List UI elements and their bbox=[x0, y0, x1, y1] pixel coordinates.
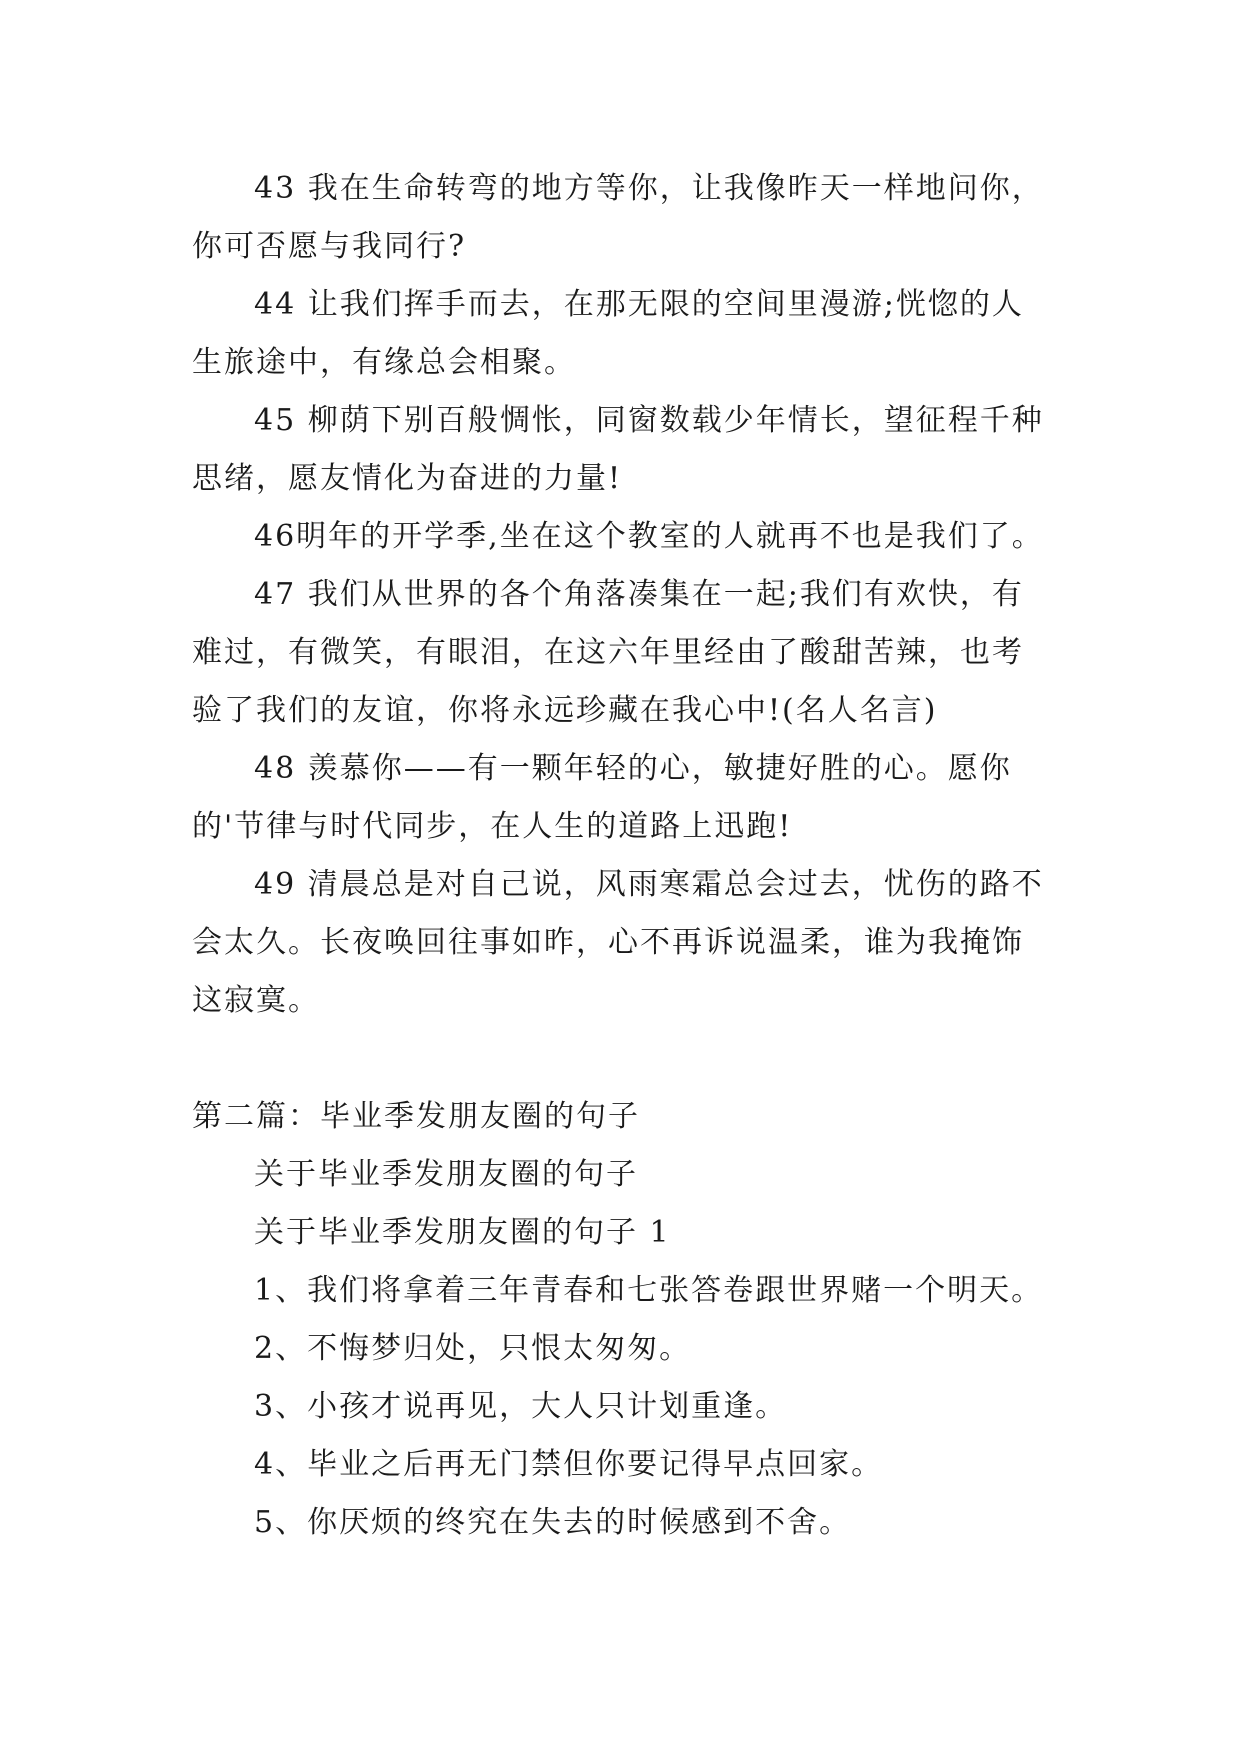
paragraph-49: 49 清晨总是对自己说，风雨寒霜总会过去，忧伤的路不会太久。长夜唤回往事如昨，心不再诉说温柔，谁为我掩饰这寂寞。 bbox=[192, 867, 1044, 1018]
paragraph-47: 47 我们从世界的各个角落凑集在一起;我们有欢快，有难过，有微笑，有眼泪，在这六年里经由了酸甜苦辣，也考验了我们的友谊，你将永远珍藏在我心中!(名人名言) bbox=[192, 577, 1024, 728]
paragraph-48: 48 羡慕你——有一颗年轻的心，敏捷好胜的心。愿你的'节律与时代同步，在人生的道路上迅跑! bbox=[192, 751, 1012, 844]
list-item-2: 2、不悔梦归处，只恨太匆匆。 bbox=[254, 1331, 692, 1366]
list-item-4: 4、毕业之后再无门禁但你要记得早点回家。 bbox=[254, 1447, 884, 1482]
list-item-5: 5、你厌烦的终究在失去的时候感到不舍。 bbox=[254, 1505, 852, 1540]
subtitle-2: 关于毕业季发朋友圈的句子 1 bbox=[254, 1215, 671, 1250]
document-body bbox=[192, 160, 1052, 1552]
list-item-1: 1、我们将拿着三年青春和七张答卷跟世界赌一个明天。 bbox=[254, 1273, 1044, 1308]
paragraph-43: 43 我在生命转弯的地方等你，让我像昨天一样地问你，你可否愿与我同行? bbox=[192, 171, 1044, 264]
subtitle-1: 关于毕业季发朋友圈的句子 bbox=[254, 1157, 638, 1192]
section-heading: 第二篇：毕业季发朋友圈的句子 bbox=[192, 1099, 640, 1134]
paragraph-45: 45 柳荫下别百般惆怅，同窗数载少年情长，望征程千种思绪，愿友情化为奋进的力量! bbox=[192, 403, 1044, 496]
list-item-3: 3、小孩才说再见，大人只计划重逢。 bbox=[254, 1389, 788, 1424]
paragraph-46: 46明年的开学季,坐在这个教室的人就再不也是我们了。 bbox=[254, 519, 1044, 554]
paragraph-44: 44 让我们挥手而去，在那无限的空间里漫游;恍惚的人生旅途中，有缘总会相聚。 bbox=[192, 287, 1024, 380]
